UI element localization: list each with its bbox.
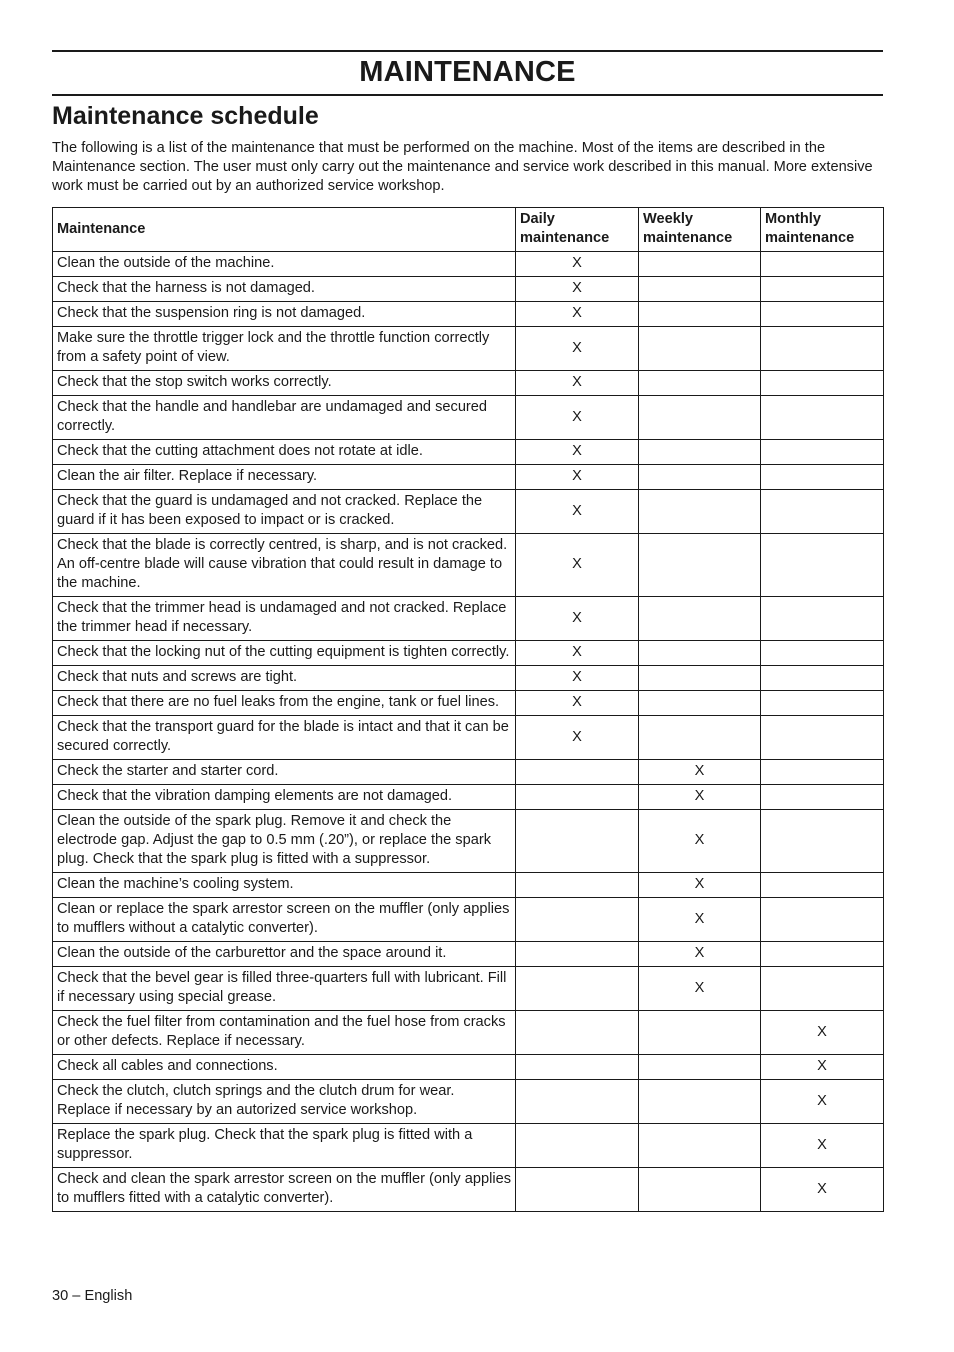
weekly-cell	[639, 327, 761, 371]
weekly-cell	[639, 597, 761, 641]
weekly-cell	[639, 534, 761, 597]
weekly-cell: X	[639, 942, 761, 967]
monthly-cell	[761, 810, 884, 873]
weekly-cell	[639, 302, 761, 327]
task-cell: Check that the transport guard for the blade is intact and that it can be secured correctly.	[53, 716, 516, 760]
monthly-cell	[761, 967, 884, 1011]
monthly-cell	[761, 371, 884, 396]
daily-cell	[516, 1124, 639, 1168]
table-row	[53, 898, 884, 942]
daily-cell: X	[516, 691, 639, 716]
header-monthly: Monthly maintenance	[761, 208, 884, 252]
task-cell: Clean the outside of the machine.	[53, 252, 516, 277]
daily-cell: X	[516, 440, 639, 465]
task-cell: Check all cables and connections.	[53, 1055, 516, 1080]
table-row	[53, 327, 884, 371]
weekly-cell	[639, 490, 761, 534]
task-cell: Check that the stop switch works correctly.	[53, 371, 516, 396]
daily-cell	[516, 898, 639, 942]
table-row	[53, 641, 884, 666]
monthly-cell	[761, 641, 884, 666]
monthly-cell	[761, 490, 884, 534]
monthly-cell	[761, 440, 884, 465]
task-cell: Clean the outside of the spark plug. Remove it and check the electrode gap. Adjust the gap to 0.5 mm (.20”), or replace the spark plug. Check that the spark plug is fitted with a suppressor.	[53, 810, 516, 873]
table-row	[53, 597, 884, 641]
table-row	[53, 1080, 884, 1124]
table-row	[53, 1011, 884, 1055]
monthly-cell: X	[761, 1168, 884, 1212]
task-cell: Check that the harness is not damaged.	[53, 277, 516, 302]
weekly-cell: X	[639, 967, 761, 1011]
daily-cell: X	[516, 327, 639, 371]
daily-cell: X	[516, 666, 639, 691]
weekly-cell	[639, 666, 761, 691]
daily-cell	[516, 760, 639, 785]
weekly-cell: X	[639, 785, 761, 810]
maintenance-schedule-table	[52, 207, 884, 1212]
weekly-cell	[639, 252, 761, 277]
monthly-cell	[761, 898, 884, 942]
table-header-row	[53, 208, 884, 252]
task-cell: Check that the blade is correctly centred, is sharp, and is not cracked. An off-centre blade will cause vibration that could result in damage to the machine.	[53, 534, 516, 597]
daily-cell	[516, 1055, 639, 1080]
daily-cell	[516, 967, 639, 1011]
table-row	[53, 302, 884, 327]
daily-cell	[516, 942, 639, 967]
table-row	[53, 967, 884, 1011]
table-row	[53, 534, 884, 597]
task-cell: Check that the handle and handlebar are undamaged and secured correctly.	[53, 396, 516, 440]
table-row	[53, 252, 884, 277]
weekly-cell: X	[639, 810, 761, 873]
monthly-cell	[761, 396, 884, 440]
daily-cell	[516, 810, 639, 873]
weekly-cell	[639, 716, 761, 760]
weekly-cell	[639, 691, 761, 716]
daily-cell	[516, 1168, 639, 1212]
monthly-cell	[761, 302, 884, 327]
monthly-cell	[761, 597, 884, 641]
table-body	[53, 252, 884, 1212]
task-cell: Check and clean the spark arrestor screen on the muffler (only applies to mufflers fitted with a catalytic converter).	[53, 1168, 516, 1212]
task-cell: Clean or replace the spark arrestor screen on the muffler (only applies to mufflers without a catalytic converter).	[53, 898, 516, 942]
monthly-cell	[761, 327, 884, 371]
weekly-cell	[639, 1168, 761, 1212]
monthly-cell	[761, 277, 884, 302]
daily-cell: X	[516, 396, 639, 440]
daily-cell	[516, 1080, 639, 1124]
daily-cell: X	[516, 252, 639, 277]
weekly-cell	[639, 641, 761, 666]
task-cell: Check the fuel filter from contamination and the fuel hose from cracks or other defects. Replace if necessary.	[53, 1011, 516, 1055]
table-row	[53, 666, 884, 691]
monthly-cell: X	[761, 1080, 884, 1124]
task-cell: Check that the bevel gear is filled three-quarters full with lubricant. Fill if necessary using special grease.	[53, 967, 516, 1011]
weekly-cell	[639, 440, 761, 465]
task-cell: Check that the vibration damping elements are not damaged.	[53, 785, 516, 810]
monthly-cell: X	[761, 1124, 884, 1168]
task-cell: Check the starter and starter cord.	[53, 760, 516, 785]
table-row	[53, 490, 884, 534]
weekly-cell	[639, 396, 761, 440]
daily-cell: X	[516, 277, 639, 302]
table-row	[53, 465, 884, 490]
weekly-cell: X	[639, 760, 761, 785]
header-weekly: Weekly maintenance	[639, 208, 761, 252]
weekly-cell	[639, 1011, 761, 1055]
weekly-cell	[639, 1055, 761, 1080]
weekly-cell	[639, 1124, 761, 1168]
table-row	[53, 873, 884, 898]
daily-cell	[516, 873, 639, 898]
weekly-cell	[639, 1080, 761, 1124]
daily-cell: X	[516, 371, 639, 396]
table-row	[53, 396, 884, 440]
table-row	[53, 1168, 884, 1212]
header-maintenance: Maintenance	[53, 208, 516, 252]
document-page	[52, 50, 883, 1212]
monthly-cell	[761, 252, 884, 277]
daily-cell: X	[516, 534, 639, 597]
table-row	[53, 371, 884, 396]
weekly-cell: X	[639, 898, 761, 942]
weekly-cell	[639, 277, 761, 302]
daily-cell	[516, 785, 639, 810]
monthly-cell	[761, 785, 884, 810]
task-cell: Check that the guard is undamaged and not cracked. Replace the guard if it has been exposed to impact or is cracked.	[53, 490, 516, 534]
task-cell: Check that the suspension ring is not damaged.	[53, 302, 516, 327]
daily-cell	[516, 1011, 639, 1055]
table-row	[53, 277, 884, 302]
task-cell: Check that the trimmer head is undamaged and not cracked. Replace the trimmer head if necessary.	[53, 597, 516, 641]
section-title: MAINTENANCE	[359, 56, 576, 88]
table-row	[53, 691, 884, 716]
daily-cell: X	[516, 641, 639, 666]
task-cell: Clean the air filter. Replace if necessary.	[53, 465, 516, 490]
monthly-cell	[761, 666, 884, 691]
weekly-cell	[639, 371, 761, 396]
task-cell: Check that nuts and screws are tight.	[53, 666, 516, 691]
task-cell: Clean the outside of the carburettor and the space around it.	[53, 942, 516, 967]
daily-cell: X	[516, 465, 639, 490]
monthly-cell: X	[761, 1011, 884, 1055]
page-footer: 30 – English	[52, 1288, 133, 1304]
header-rule-bottom	[52, 94, 883, 96]
monthly-cell	[761, 716, 884, 760]
monthly-cell	[761, 465, 884, 490]
task-cell: Check that the cutting attachment does not rotate at idle.	[53, 440, 516, 465]
table-row	[53, 760, 884, 785]
daily-cell: X	[516, 490, 639, 534]
task-cell: Clean the machine’s cooling system.	[53, 873, 516, 898]
table-row	[53, 942, 884, 967]
monthly-cell	[761, 873, 884, 898]
page-title: Maintenance schedule	[52, 102, 319, 130]
task-cell: Replace the spark plug. Check that the spark plug is fitted with a suppressor.	[53, 1124, 516, 1168]
task-cell: Check that there are no fuel leaks from the engine, tank or fuel lines.	[53, 691, 516, 716]
header-daily: Daily maintenance	[516, 208, 639, 252]
daily-cell: X	[516, 716, 639, 760]
task-cell: Check that the locking nut of the cutting equipment is tighten correctly.	[53, 641, 516, 666]
monthly-cell	[761, 534, 884, 597]
monthly-cell: X	[761, 1055, 884, 1080]
task-cell: Make sure the throttle trigger lock and the throttle function correctly from a safety point of view.	[53, 327, 516, 371]
daily-cell: X	[516, 302, 639, 327]
table-row	[53, 1124, 884, 1168]
monthly-cell	[761, 760, 884, 785]
weekly-cell	[639, 465, 761, 490]
table-row	[53, 785, 884, 810]
table-row	[53, 440, 884, 465]
table-row	[53, 810, 884, 873]
table-row	[53, 1055, 884, 1080]
intro-paragraph: The following is a list of the maintenance that must be performed on the machine. Most of the items are described in the Maintenance section. The user must only carry out the maintenance and service work described in this manual. More extensive work must be carried out by an authorized service workshop.	[52, 140, 873, 194]
monthly-cell	[761, 942, 884, 967]
monthly-cell	[761, 691, 884, 716]
task-cell: Check the clutch, clutch springs and the clutch drum for wear. Replace if necessary by an autorized service workshop.	[53, 1080, 516, 1124]
weekly-cell: X	[639, 873, 761, 898]
daily-cell: X	[516, 597, 639, 641]
table-row	[53, 716, 884, 760]
